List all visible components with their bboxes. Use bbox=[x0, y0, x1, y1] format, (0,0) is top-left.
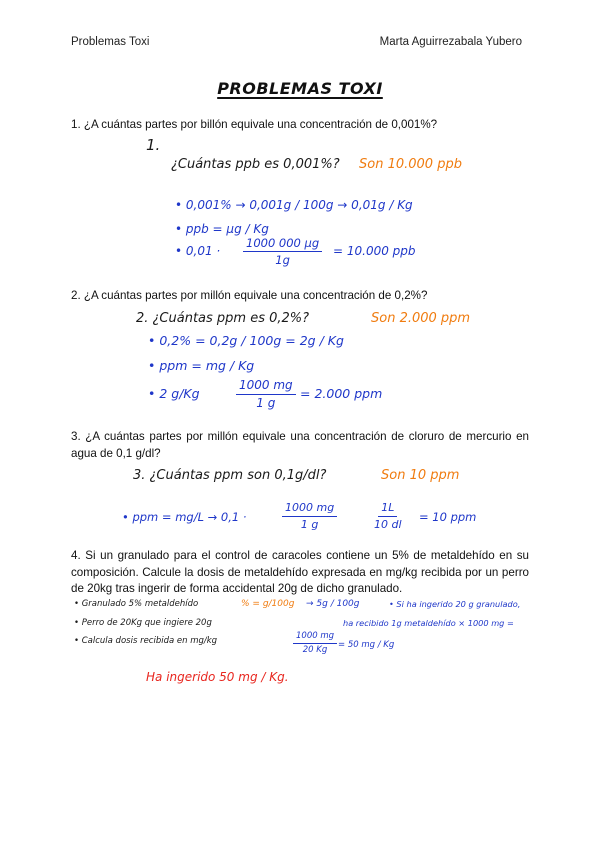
header-left: Problemas Toxi bbox=[71, 36, 150, 48]
answer4-fraction-num: 1000 mg bbox=[293, 631, 337, 644]
question-3: 3. ¿A cuántas partes por millón equivale una concentración de cloruro de mercurio en agua de 0,1 g/dl? bbox=[71, 430, 529, 460]
answer1-step3-prefix: • 0,01 · bbox=[175, 244, 221, 258]
answer3-fraction-1-den: 1 g bbox=[300, 517, 319, 531]
answer3-fraction-1-num: 1000 mg bbox=[282, 501, 337, 517]
answer1-question: ¿Cuántas ppb es 0,001%? bbox=[171, 157, 340, 172]
answer4-note3: • Calcula dosis recibida en mg/kg bbox=[74, 636, 218, 646]
answer4-fraction bbox=[293, 631, 337, 655]
answer3-fraction-2-den: 10 dl bbox=[374, 517, 402, 531]
answer2-fraction-den: 1 g bbox=[256, 396, 276, 410]
answer4-sentence2: ha recibido 1g metaldehído × 1000 mg = bbox=[343, 618, 514, 628]
answer2-step1: • 0,2% = 0,2g / 100g = 2g / Kg bbox=[148, 333, 344, 348]
answer1-step3-result: = 10.000 ppb bbox=[333, 244, 416, 258]
answer3-fraction-1 bbox=[282, 501, 337, 532]
answer4-fraction-den: 20 Kg bbox=[302, 644, 328, 655]
answer2-question: 2. ¿Cuántas ppm es 0,2%? bbox=[136, 311, 310, 326]
answer3-result: Son 10 ppm bbox=[381, 468, 460, 483]
answer1-number: 1. bbox=[146, 136, 161, 154]
answer4-sentence1: • Si ha ingerido 20 g granulado, bbox=[389, 599, 521, 609]
answer3-question: 3. ¿Cuántas ppm son 0,1g/dl? bbox=[133, 468, 327, 483]
answer2-step3-result: = 2.000 ppm bbox=[300, 386, 383, 401]
answer3-fraction-2-num: 1L bbox=[378, 501, 397, 517]
question-4: 4. Si un granulado para el control de caracoles contiene un 5% de metaldehído en su composición. Calcule la dosis de metaldehído expresada en mg/kg recibida por un perro de 20kg tras ingerir de forma accidental 20g de dicho granulado. bbox=[71, 549, 529, 595]
answer4-conclusion: Ha ingerido 50 mg / Kg. bbox=[146, 670, 289, 684]
answer1-step2: • ppb = μg / Kg bbox=[175, 222, 269, 236]
page-title bbox=[0, 79, 600, 98]
question-2: 2. ¿A cuántas partes por millón equivale una concentración de 0,2%? bbox=[71, 289, 428, 302]
answer3-step-prefix: • ppm = mg/L → 0,1 · bbox=[122, 510, 247, 524]
answer2-step3-prefix: • 2 g/Kg bbox=[148, 386, 200, 401]
answer1-result: Son 10.000 ppb bbox=[359, 157, 462, 172]
answer1-step1: • 0,001% → 0,001g / 100g → 0,01g / Kg bbox=[175, 198, 413, 212]
answer4-note1: • Granulado 5% metaldehído bbox=[74, 599, 199, 609]
answer1-fraction-den: 1g bbox=[275, 253, 290, 268]
header-right: Marta Aguirrezabala Yubero bbox=[379, 36, 522, 48]
answer2-fraction bbox=[236, 378, 296, 411]
page-title-text: PROBLEMAS TOXI bbox=[217, 79, 383, 98]
answer3-fraction-2 bbox=[374, 501, 402, 532]
question-1: 1. ¿A cuántas partes por billón equivale una concentración de 0,001%? bbox=[71, 118, 438, 131]
answer2-fraction-num: 1000 mg bbox=[236, 378, 296, 395]
answer4-conv-orange: % = g/100g bbox=[241, 599, 295, 609]
answer2-result: Son 2.000 ppm bbox=[371, 311, 471, 326]
answer4-note2: • Perro de 20Kg que ingiere 20g bbox=[74, 618, 212, 628]
answer1-fraction bbox=[243, 236, 322, 268]
answer3-step-result: = 10 ppm bbox=[419, 510, 477, 524]
answer2-step2: • ppm = mg / Kg bbox=[148, 358, 255, 373]
answer4-conv-blue: → 5g / 100g bbox=[306, 599, 360, 609]
answer1-fraction-num: 1000 000 μg bbox=[243, 236, 322, 252]
answer4-fraction-result: = 50 mg / Kg bbox=[338, 640, 395, 650]
